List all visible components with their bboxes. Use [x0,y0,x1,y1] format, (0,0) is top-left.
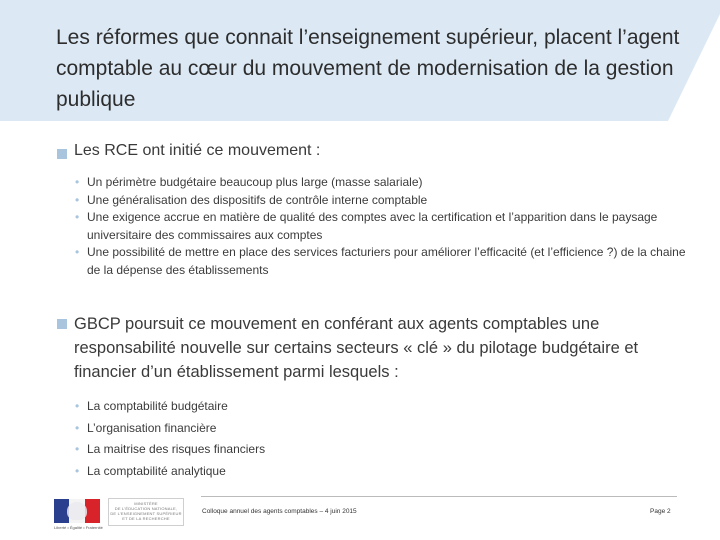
footer-divider [201,496,677,497]
list-item: • Une exigence accrue en matière de qualité des comptes avec la certification et l’apparition dans le paysage universitaire des commissaires aux comptes [75,210,658,242]
list-item: • La maitrise des risques financiers [57,439,687,461]
list-item: • L’organisation financière [57,418,687,440]
list-item: • Une possibilité de mettre en place des services facturiers pour améliorer l’efficacité (et l’efficience ?) de la chaine de la dépense des établissements [75,245,686,277]
page-number: Page 2 [650,508,671,515]
list-item: • Un périmètre budgétaire beaucoup plus large (masse salariale) [57,174,687,192]
bullet-dot-icon: • [75,399,80,413]
ministry-logo: MINISTÈRE DE L’ÉDUCATION NATIONALE, DE L’ENSEIGNEMENT SUPÉRIEUR ET DE LA RECHERCHE [108,498,184,526]
bullet-dot-icon: • [75,463,80,478]
bullet-dot-icon: • [75,175,80,189]
section-rce-heading: Les RCE ont initié ce mouvement : [57,142,687,160]
footer [0,492,720,540]
logo-caption: Liberté • Égalité • Fraternité [54,525,103,530]
section-gbcp-heading: GBCP poursuit ce mouvement en conférant aux agents comptables une responsabilité nouvelle sur certains secteurs « clé » du pilotage budgétaire et financier d’un établissement parmi lesquels : [57,312,687,384]
footer-event-label: Colloque annuel des agents comptables – 4 juin 2015 [202,508,357,515]
list-item: • La comptabilité budgétaire [57,396,687,418]
section-gbcp [57,312,687,482]
bullet-dot-icon: • [75,442,80,456]
section-rce [57,142,687,279]
bullet-dot-icon: • [75,210,80,224]
bullet-dot-icon: • [75,192,80,207]
square-bullet-icon [57,149,67,159]
gbcp-bullet-list [57,396,687,482]
slide-title: Les réformes que connait l’enseignement supérieur, placent l’agent comptable au cœur du mouvement de modernisation de la gestion publique [56,26,680,111]
bullet-dot-icon: • [75,245,80,259]
marianne-logo [54,499,100,523]
square-bullet-icon [57,319,67,329]
rce-bullet-list [57,174,687,279]
list-item: • Une généralisation des dispositifs de contrôle interne comptable [57,192,687,210]
list-item: • La comptabilité analytique [57,461,687,483]
bullet-dot-icon: • [75,420,80,435]
